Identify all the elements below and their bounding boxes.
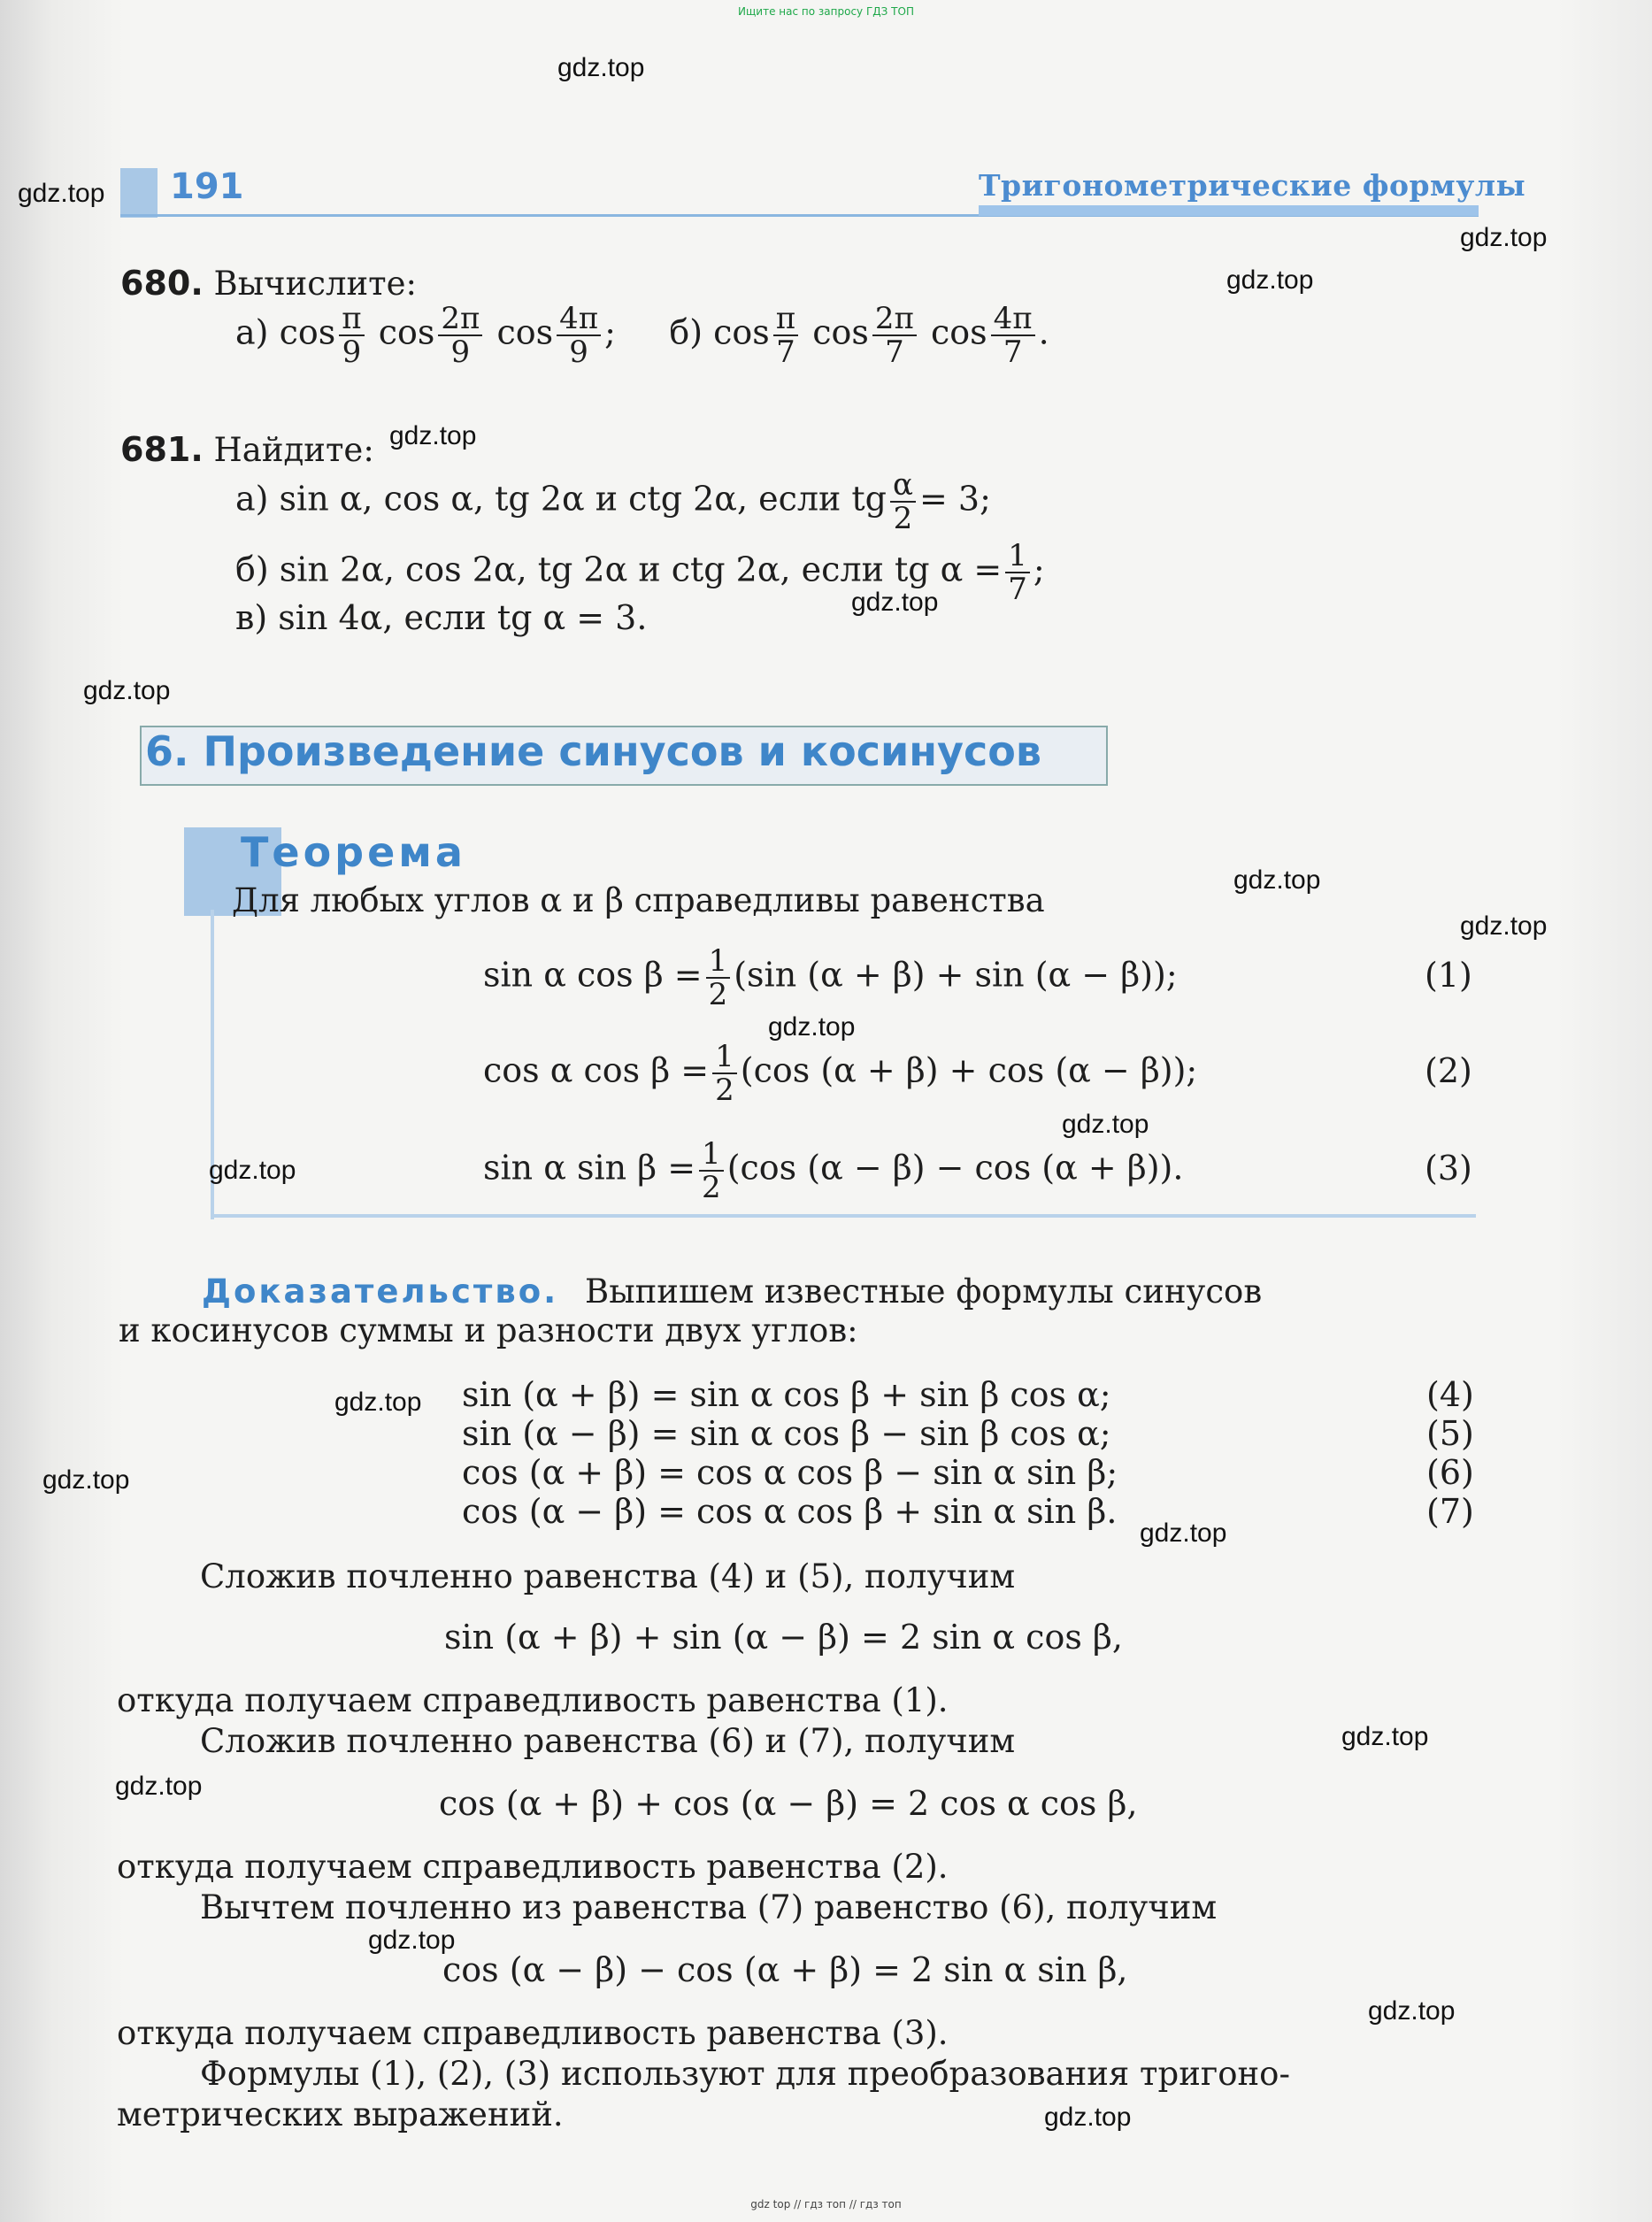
watermark-text: gdz.top [334, 1388, 422, 1417]
header-title-underline [979, 205, 1479, 216]
fraction: $\frac{4\pi}{9}$ [557, 303, 601, 368]
theorem-statement: Для любых углов α и β справедливы равенства [232, 881, 1045, 919]
theorem-formula-1: sin α cos β = $\frac{1}{2}$ (sin (α + β) + sin (α − β)); [483, 943, 1178, 1012]
proof-formula-6: cos (α + β) = cos α cos β − sin α sin β; [462, 1453, 1118, 1492]
option-a-label: а) [235, 312, 269, 352]
proof-result-formula-1: sin (α + β) + sin (α − β) = 2 sin α cos β, [444, 1618, 1123, 1657]
proof-step-1: Сложив почленно равенства (4) и (5), получим [200, 1557, 1016, 1595]
proof-result-formula-2: cos (α + β) + cos (α − β) = 2 cos α cos β, [439, 1784, 1138, 1823]
proof-conclusion-3: откуда получаем справедливость равенства (3). [117, 2014, 949, 2052]
equation-number: (6) [1426, 1453, 1474, 1492]
bottom-note: gdz top // гдз топ // гдз топ [750, 2198, 902, 2210]
problem-681-option-c: в) sin 4α, если tg α = 3. [235, 598, 648, 637]
problem-680-heading [120, 264, 417, 304]
proof-step-3: Вычтем почленно из равенства (7) равенство (6), получим [200, 1888, 1218, 1926]
fraction: $\frac{2\pi}{7}$ [872, 303, 917, 368]
proof-formula-5: sin (α − β) = sin α cos β − sin β cos α; [462, 1414, 1111, 1453]
watermark-text: gdz.top [18, 179, 105, 208]
watermark-text: gdz.top [1460, 911, 1548, 941]
fraction: $\frac{2\pi}{9}$ [438, 303, 482, 368]
watermark-text: gdz.top [115, 1772, 203, 1801]
proof-label: Доказательство. [202, 1272, 559, 1311]
top-note: Ищите нас по запросу ГДЗ ТОП [738, 5, 914, 18]
fraction: $\frac{\pi}{9}$ [339, 303, 364, 368]
proof-formula-4: sin (α + β) = sin α cos β + sin β cos α; [462, 1375, 1111, 1414]
equation-number: (5) [1426, 1414, 1474, 1453]
watermark-text: gdz.top [1233, 865, 1321, 895]
watermark-text: gdz.top [209, 1156, 296, 1185]
problem-681-heading [120, 430, 374, 470]
equation-number: (2) [1425, 1051, 1472, 1090]
problem-680-options: а) cos $\frac{\pi}{9}$ cos $\frac{2\pi}{9}$ cos $\frac{4\pi}{9}$ ; б) cos $\frac{\pi}{7}$ cos $\frac{2\pi}{7}$ cos $\frac{4\pi}{7}$ . [235, 301, 1049, 370]
problem-number: 680. [120, 264, 204, 303]
watermark-text: gdz.top [1460, 223, 1548, 252]
fraction: $\frac{1}{2}$ [712, 1041, 737, 1106]
cos-word: cos [713, 312, 770, 352]
equation-number: (1) [1425, 956, 1472, 995]
equation-number: (7) [1426, 1492, 1474, 1531]
theorem-label: Теорема [241, 828, 466, 876]
proof-intro-line-1: Доказательство. Выпишем известные формулы синусов [202, 1272, 1263, 1311]
watermark-text: gdz.top [1226, 265, 1314, 295]
cos-word: cos [279, 312, 336, 352]
watermark-text: gdz.top [557, 53, 645, 82]
equation-number: (4) [1426, 1375, 1474, 1414]
theorem-formula-2: cos α cos β = $\frac{1}{2}$ (cos (α + β) + cos (α − β)); [483, 1039, 1198, 1108]
problem-681-option-a: а) sin α, cos α, tg 2α и ctg 2α, если tg $\frac{\alpha}{2}$ = 3; [235, 467, 991, 536]
watermark-text: gdz.top [851, 588, 939, 617]
problem-prompt: Вычислите: [213, 265, 418, 303]
equation-number: (3) [1425, 1149, 1472, 1188]
final-paragraph-line-2: метрических выражений. [117, 2095, 564, 2134]
problem-681-option-b: б) sin 2α, cos 2α, tg 2α и ctg 2α, если tg α = $\frac{1}{7}$ ; [235, 538, 1045, 607]
page-number-box [120, 168, 158, 218]
fraction: $\frac{\alpha}{2}$ [890, 469, 916, 534]
watermark-text: gdz.top [83, 676, 171, 705]
watermark-text: gdz.top [368, 1926, 456, 1955]
watermark-text: gdz.top [768, 1012, 856, 1042]
proof-conclusion-2: откуда получаем справедливость равенства (2). [117, 1848, 949, 1886]
section-title: 6. Произведение синусов и косинусов [145, 727, 1041, 775]
fraction: $\frac{4\pi}{7}$ [991, 303, 1035, 368]
fraction: $\frac{1}{2}$ [699, 1138, 724, 1203]
page-number: 191 [170, 166, 244, 207]
watermark-text: gdz.top [1341, 1722, 1429, 1751]
cos-word: cos [931, 312, 987, 352]
problem-number: 681. [120, 430, 204, 469]
theorem-bottom-rule [211, 1214, 1476, 1218]
final-paragraph-line-1: Формулы (1), (2), (3) используют для преобразования тригоно- [200, 2055, 1290, 2093]
cos-word: cos [496, 312, 554, 352]
watermark-text: gdz.top [42, 1465, 130, 1495]
theorem-formula-3: sin α sin β = $\frac{1}{2}$ (cos (α − β) − cos (α + β)). [483, 1136, 1184, 1205]
option-b-label: б) [669, 312, 703, 352]
fraction: $\frac{1}{7}$ [1005, 540, 1030, 605]
cos-word: cos [378, 312, 435, 352]
proof-step-2: Сложив почленно равенства (6) и (7), получим [200, 1722, 1016, 1760]
watermark-text: gdz.top [389, 421, 477, 450]
watermark-text: gdz.top [1062, 1110, 1149, 1139]
cos-word: cos [812, 312, 869, 352]
problem-prompt: Найдите: [213, 431, 374, 469]
proof-result-formula-3: cos (α − β) − cos (α + β) = 2 sin α sin β, [442, 1950, 1128, 1989]
watermark-text: gdz.top [1140, 1518, 1227, 1548]
watermark-text: gdz.top [1368, 1996, 1456, 2026]
proof-formula-7: cos (α − β) = cos α cos β + sin α sin β. [462, 1492, 1118, 1531]
watermark-text: gdz.top [1044, 2103, 1132, 2132]
proof-conclusion-1: откуда получаем справедливость равенства (1). [117, 1681, 949, 1719]
proof-intro-line-2: и косинусов суммы и разности двух углов: [119, 1311, 858, 1349]
fraction: $\frac{\pi}{7}$ [773, 303, 798, 368]
header-title: Тригонометрические формулы [979, 168, 1526, 203]
fraction: $\frac{1}{2}$ [706, 945, 731, 1011]
